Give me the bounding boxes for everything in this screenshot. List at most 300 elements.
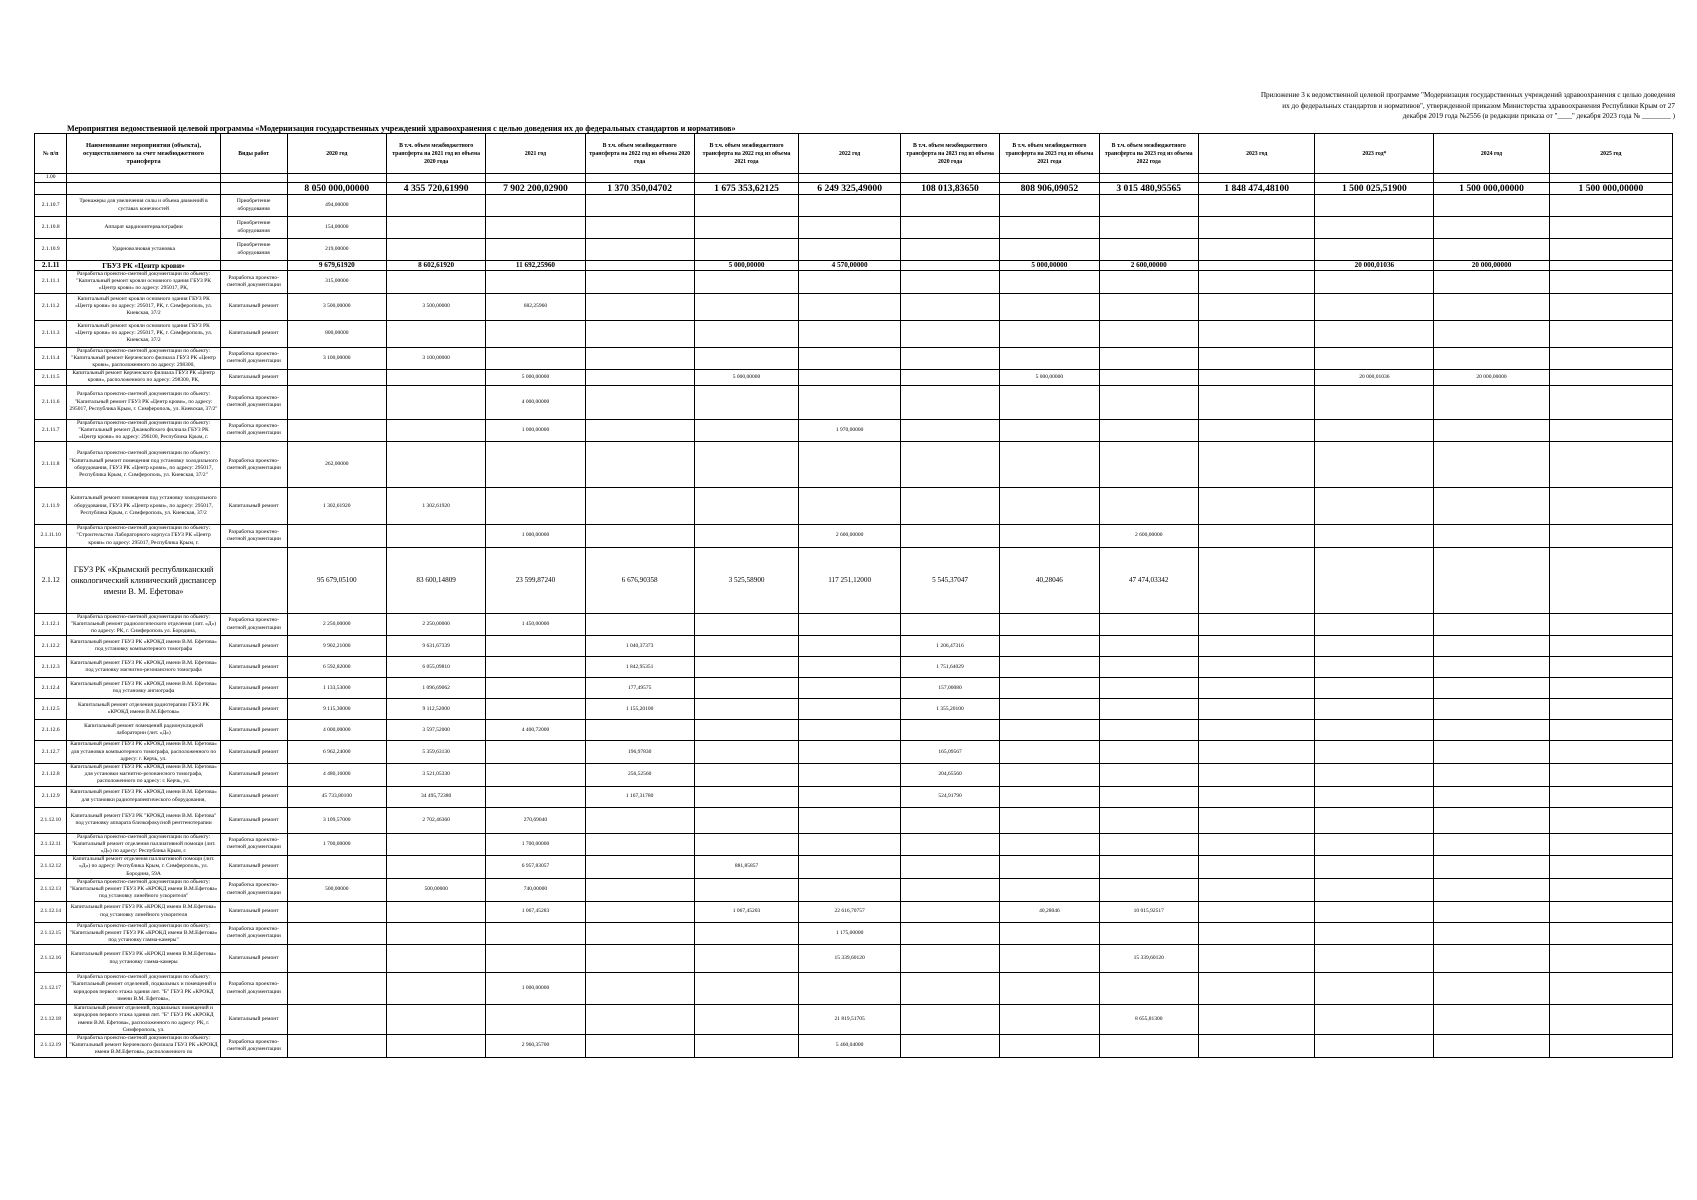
work-type-cell	[220, 261, 287, 271]
amount-cell: 1 067,45203	[694, 901, 799, 922]
work-type-cell: Приобретение оборудования	[220, 195, 287, 217]
amount-cell: 256,52560	[585, 764, 694, 787]
amount-cell: 1 155,20100	[585, 699, 694, 720]
amount-cell	[694, 945, 799, 973]
amount-cell	[1198, 657, 1315, 678]
table-row	[35, 922, 1673, 945]
amount-cell	[900, 720, 999, 741]
work-type-cell: Разработка проектно-сметной документации	[220, 613, 287, 636]
amount-cell	[900, 922, 999, 945]
amount-cell: 1 302,61920	[386, 488, 485, 525]
amount-cell	[1315, 174, 1434, 183]
amount-cell	[1315, 1034, 1434, 1057]
amount-cell	[1198, 678, 1315, 699]
amount-cell: 3 597,52000	[386, 720, 485, 741]
amount-cell: 1 751,64029	[900, 657, 999, 678]
amount-cell	[1198, 786, 1315, 807]
amount-cell	[1549, 261, 1672, 271]
row-number-cell: 2.1.12.11	[35, 833, 67, 856]
work-type-cell: Разработка проектно-сметной документации	[220, 419, 287, 442]
amount-cell	[799, 370, 900, 385]
table-row	[35, 1005, 1673, 1035]
row-number-cell: 2.1.12.10	[35, 807, 67, 833]
amount-cell	[694, 1034, 799, 1057]
amount-cell	[1549, 347, 1672, 370]
amount-cell	[1198, 922, 1315, 945]
table-row	[35, 699, 1673, 720]
amount-cell	[799, 741, 900, 764]
amount-cell	[585, 293, 694, 320]
amount-cell: 1 370 350,04702	[585, 183, 694, 195]
row-number-cell: 2.1.11	[35, 261, 67, 271]
amount-cell	[486, 320, 585, 347]
amount-cell	[1315, 807, 1434, 833]
amount-cell	[585, 878, 694, 901]
amount-cell	[900, 370, 999, 385]
amount-cell: 6 055,09810	[386, 657, 485, 678]
amount-cell: 524,91790	[900, 786, 999, 807]
amount-cell: 270,69040	[486, 807, 585, 833]
amount-cell	[1000, 271, 1099, 294]
amount-cell	[694, 442, 799, 488]
amount-cell	[1099, 678, 1198, 699]
item-name-cell	[67, 183, 220, 195]
amount-cell	[486, 488, 585, 525]
amount-cell	[1315, 922, 1434, 945]
amount-cell	[900, 945, 999, 973]
amount-cell: 5 545,37047	[900, 547, 999, 613]
table-row	[35, 442, 1673, 488]
item-name-cell: Разработка проектно-сметной документации по объекту: "Строительство Лабораторного корпуса ГБУЗ РК «Центр крови» по адресу: 295017, Республика Крым, г.	[67, 525, 220, 548]
amount-cell	[1434, 1034, 1550, 1057]
amount-cell	[694, 786, 799, 807]
amount-cell	[1198, 385, 1315, 419]
amount-cell	[1315, 525, 1434, 548]
amount-cell	[386, 856, 485, 879]
item-name-cell: Разработка проектно-сметной документации по объекту: "Капитальный ремонт радиологического отделения (лит. «Д») по адресу: РК, г. Симферополь ул. Бородина,	[67, 613, 220, 636]
table-row	[35, 878, 1673, 901]
amount-cell	[1434, 678, 1550, 699]
amount-cell	[287, 922, 386, 945]
item-name-cell: Аппарат кардиоинтервалографии	[67, 217, 220, 239]
amount-cell: 177,49575	[585, 678, 694, 699]
amount-cell	[900, 878, 999, 901]
amount-cell	[386, 419, 485, 442]
amount-cell	[1099, 699, 1198, 720]
item-name-cell: ГБУЗ РК «Центр крови»	[67, 261, 220, 271]
item-name-cell: Капитальный ремонт отделения радиотерапии ГБУЗ РК «КРОКД имени В.М.Ефетова»	[67, 699, 220, 720]
amount-cell: 10 015,92517	[1099, 901, 1198, 922]
item-name-cell: Разработка проектно-сметной документации по объекту: "Капитальный ремонт Керченского филиала ГБУЗ РК «КРОКД имени В.М.Ефетова», расположенного по	[67, 1034, 220, 1057]
amount-cell	[1198, 370, 1315, 385]
amount-cell	[1099, 419, 1198, 442]
amount-cell	[1549, 174, 1672, 183]
item-name-cell: Капитальный ремонт ГБУЗ РК «КРОКД имени В.М. Ефетова» для установки радиотерапевтического оборудования,	[67, 786, 220, 807]
table-row	[35, 525, 1673, 548]
amount-cell	[900, 385, 999, 419]
amount-cell	[900, 807, 999, 833]
amount-cell: 4 570,00000	[799, 261, 900, 271]
amount-cell	[1434, 195, 1550, 217]
work-type-cell: Капитальный ремонт	[220, 320, 287, 347]
amount-cell	[386, 945, 485, 973]
amount-cell: 23 599,87240	[486, 547, 585, 613]
amount-cell	[585, 320, 694, 347]
amount-cell	[799, 174, 900, 183]
row-number-cell: 2.1.12.15	[35, 922, 67, 945]
amount-cell: 3 525,58900	[694, 547, 799, 613]
amount-cell	[1315, 657, 1434, 678]
amount-cell	[1000, 385, 1099, 419]
amount-cell	[900, 174, 999, 183]
amount-cell: 740,00000	[486, 878, 585, 901]
amount-cell	[585, 347, 694, 370]
row-number-cell: 2.1.12.13	[35, 878, 67, 901]
amount-cell: 1 302,61920	[287, 488, 386, 525]
col-header-name: Наименование мероприятия (объекта), осуществляемого за счет межбюджетного трансферта	[67, 134, 220, 174]
amount-cell: 1 848 474,48100	[1198, 183, 1315, 195]
amount-cell	[287, 385, 386, 419]
amount-cell	[1198, 856, 1315, 879]
table-row	[35, 1034, 1673, 1057]
amount-cell	[486, 922, 585, 945]
amount-cell	[1434, 217, 1550, 239]
work-type-cell: Капитальный ремонт	[220, 807, 287, 833]
amount-cell: 157,00080	[900, 678, 999, 699]
amount-cell: 1 700,00000	[287, 833, 386, 856]
item-name-cell: Капитальный ремонт ГБУЗ РК «КРОКД имени В.М. Ефетова» для установки магнитно-резонансного томографа, расположенного по адресу: г. Керчь, ул.	[67, 764, 220, 787]
amount-cell: 7 902 200,02900	[486, 183, 585, 195]
amount-cell	[900, 833, 999, 856]
amount-cell	[694, 217, 799, 239]
row-number-cell: 2.1.12.2	[35, 636, 67, 657]
amount-cell	[386, 385, 485, 419]
amount-cell: 1 067,45283	[486, 901, 585, 922]
amount-cell	[900, 525, 999, 548]
amount-cell	[287, 174, 386, 183]
amount-cell	[1198, 261, 1315, 271]
amount-cell	[1099, 720, 1198, 741]
amount-cell: 5 000,00000	[1000, 261, 1099, 271]
row-number-cell	[35, 183, 67, 195]
row-number-cell: 2.1.11.5	[35, 370, 67, 385]
item-name-cell: Разработка проектно-сметной документации по объекту: "Капитальный ремонт помещения под установку холодильного оборудования, ГБУЗ РК «Центр крови», по адресу: 295017, Республика Крым, г. Симферополь, ул. Киевская, 37/2"	[67, 442, 220, 488]
amount-cell	[585, 442, 694, 488]
table-row	[35, 195, 1673, 217]
amount-cell	[386, 442, 485, 488]
work-type-cell: Разработка проектно-сметной документации	[220, 385, 287, 419]
amount-cell: 47 474,03342	[1099, 547, 1198, 613]
amount-cell	[900, 973, 999, 1005]
amount-cell	[585, 922, 694, 945]
work-type-cell: Капитальный ремонт	[220, 488, 287, 525]
amount-cell	[900, 320, 999, 347]
row-number-cell: 2.1.10.7	[35, 195, 67, 217]
amount-cell	[694, 195, 799, 217]
amount-cell: 20 000,00000	[1434, 370, 1550, 385]
row-number-cell: 2.1.12.7	[35, 741, 67, 764]
amount-cell	[287, 370, 386, 385]
table-row	[35, 741, 1673, 764]
table-row	[35, 293, 1673, 320]
amount-cell	[1549, 786, 1672, 807]
work-type-cell: Капитальный ремонт	[220, 901, 287, 922]
amount-cell	[287, 973, 386, 1005]
item-name-cell: Разработка проектно-сметной документации по объекту: "Капитальный ремонт ГБУЗ РК «КРОКД имени В.М.Ефетова» под установку гамма-камеры"	[67, 922, 220, 945]
amount-cell	[1549, 320, 1672, 347]
amount-cell	[386, 217, 485, 239]
amount-cell	[585, 217, 694, 239]
amount-cell	[799, 973, 900, 1005]
amount-cell	[386, 833, 485, 856]
col-header-2023-from-2020: В т.ч. объем межбюджетного трансферта на 2023 год из объема 2020 года	[900, 134, 999, 174]
amount-cell	[1000, 833, 1099, 856]
amount-cell	[1198, 699, 1315, 720]
amount-cell: 1 000,00000	[486, 525, 585, 548]
amount-cell	[1000, 293, 1099, 320]
amount-cell	[1099, 636, 1198, 657]
amount-cell	[799, 217, 900, 239]
amount-cell	[386, 525, 485, 548]
amount-cell	[1315, 613, 1434, 636]
amount-cell	[1434, 1005, 1550, 1035]
amount-cell	[1315, 945, 1434, 973]
work-type-cell: Капитальный ремонт	[220, 856, 287, 879]
item-name-cell: Капитальный ремонт кровли основного здания ГБУЗ РК «Центр крови» по адресу: 295017, РК, г. Симферополь, ул. Киевская, 37/2	[67, 320, 220, 347]
amount-cell: 5 000,00000	[694, 261, 799, 271]
amount-cell	[1099, 239, 1198, 261]
amount-cell	[585, 901, 694, 922]
amount-cell	[486, 195, 585, 217]
amount-cell	[1198, 320, 1315, 347]
amount-cell	[1198, 174, 1315, 183]
amount-cell	[1198, 442, 1315, 488]
amount-cell	[1099, 613, 1198, 636]
amount-cell	[694, 613, 799, 636]
amount-cell: 682,25960	[486, 293, 585, 320]
program-table	[34, 133, 1673, 1058]
amount-cell: 5 000,00000	[1000, 370, 1099, 385]
item-name-cell: Капитальный ремонт ГБУЗ РК «КРОКД имени В.М. Ефетова» под установку компьютерного томографа	[67, 636, 220, 657]
amount-cell	[1198, 741, 1315, 764]
amount-cell: 1 500 025,51900	[1315, 183, 1434, 195]
amount-cell: 2 600,00000	[1099, 525, 1198, 548]
amount-cell: 154,00000	[287, 217, 386, 239]
amount-cell: 15 339,60120	[799, 945, 900, 973]
amount-cell	[1099, 174, 1198, 183]
item-name-cell: Капитальный ремонт отделения паллиативной помощи (лит. «Д») по адресу: Республика Крым, г. Симферополь, ул. Бородина, 59А	[67, 856, 220, 879]
amount-cell	[1315, 239, 1434, 261]
amount-cell	[585, 807, 694, 833]
amount-cell	[799, 271, 900, 294]
amount-cell	[1315, 547, 1434, 613]
amount-cell	[1315, 856, 1434, 879]
amount-cell	[1198, 347, 1315, 370]
work-type-cell: Разработка проектно-сметной документации	[220, 347, 287, 370]
amount-cell	[1000, 720, 1099, 741]
amount-cell	[1099, 1034, 1198, 1057]
row-number-cell: 2.1.12.18	[35, 1005, 67, 1035]
work-type-cell	[220, 547, 287, 613]
amount-cell: 1 000,00000	[486, 973, 585, 1005]
amount-cell: 204,65560	[900, 764, 999, 787]
amount-cell	[585, 973, 694, 1005]
amount-cell	[1000, 973, 1099, 1005]
amount-cell: 2 600,00000	[799, 525, 900, 548]
amount-cell: 2 250,00000	[287, 613, 386, 636]
amount-cell	[386, 1034, 485, 1057]
appendix-line: декабря 2019 года №2556 (в редакции приказа от "____" декабря 2023 года № ________ )	[1402, 112, 1675, 120]
row-number-cell: 2.1.12.8	[35, 764, 67, 787]
row-number-cell: 2.1.12.3	[35, 657, 67, 678]
amount-cell	[900, 271, 999, 294]
amount-cell: 1 206,47316	[900, 636, 999, 657]
amount-cell	[1198, 419, 1315, 442]
amount-cell	[1099, 856, 1198, 879]
amount-cell	[694, 833, 799, 856]
amount-cell: 4 355 720,61990	[386, 183, 485, 195]
item-name-cell	[67, 174, 220, 183]
table-row	[35, 419, 1673, 442]
amount-cell	[694, 347, 799, 370]
work-type-cell: Капитальный ремонт	[220, 293, 287, 320]
amount-cell	[694, 699, 799, 720]
amount-cell	[900, 488, 999, 525]
amount-cell	[900, 1005, 999, 1035]
amount-cell	[486, 347, 585, 370]
amount-cell	[1434, 419, 1550, 442]
item-name-cell: Разработка проектно-сметной документации по объекту: "Капитальный ремонт кровли основного здания ГБУЗ РК «Центр крови» по адресу: 295017, РК,	[67, 271, 220, 294]
table-row	[35, 833, 1673, 856]
item-name-cell: Капитальный ремонт ГБУЗ РК "КРОКД имени В.М. Ефетова" под установку аппарата близкофокусной рентгенотерапии	[67, 807, 220, 833]
amount-cell	[386, 320, 485, 347]
amount-cell	[287, 901, 386, 922]
amount-cell	[1198, 636, 1315, 657]
amount-cell	[386, 973, 485, 1005]
col-header-num: № п/п	[35, 134, 67, 174]
amount-cell	[287, 1005, 386, 1035]
amount-cell	[1198, 878, 1315, 901]
row-number-cell: 2.1.12.16	[35, 945, 67, 973]
row-number-cell: 2.1.12.4	[35, 678, 67, 699]
amount-cell: 3 521,05330	[386, 764, 485, 787]
work-type-cell: Разработка проектно-сметной документации	[220, 973, 287, 1005]
amount-cell	[799, 293, 900, 320]
amount-cell: 5 000,00000	[486, 370, 585, 385]
item-name-cell: Разработка проектно-сметной документации по объекту: "Капитальный ремонт отделения паллиативной помощи (лит. «Д») по адресу: Республика Крым, г.	[67, 833, 220, 856]
item-name-cell: Капитальный ремонт отделений, подвальных помещений и коридоров первого этажа здания лит. "Б" ГБУЗ РК «КРОКД имени В.М. Ефетова», расположенного по адресу: РК, г. Симферополь, ул.	[67, 1005, 220, 1035]
amount-cell: 1 700,00000	[486, 833, 585, 856]
amount-cell	[799, 807, 900, 833]
amount-cell	[1549, 239, 1672, 261]
amount-cell	[799, 385, 900, 419]
amount-cell	[1099, 741, 1198, 764]
amount-cell	[1549, 1005, 1672, 1035]
amount-cell	[585, 385, 694, 419]
amount-cell	[1434, 901, 1550, 922]
amount-cell: 20 000,01036	[1315, 370, 1434, 385]
work-type-cell: Капитальный ремонт	[220, 636, 287, 657]
amount-cell	[1198, 833, 1315, 856]
col-header-2023-star: 2023 год*	[1315, 134, 1434, 174]
amount-cell	[1315, 833, 1434, 856]
row-number-cell: 2.1.10.8	[35, 217, 67, 239]
amount-cell	[1099, 217, 1198, 239]
amount-cell	[1315, 419, 1434, 442]
amount-cell	[694, 741, 799, 764]
amount-cell	[1099, 657, 1198, 678]
document-title: Мероприятия ведомственной целевой программы «Модернизация государственных учреждений здравоохранения с целью доведения их до федеральных стандартов и нормативов»	[67, 124, 736, 133]
amount-cell	[1549, 699, 1672, 720]
amount-cell: 20 000,01036	[1315, 261, 1434, 271]
amount-cell	[1198, 271, 1315, 294]
amount-cell	[1000, 807, 1099, 833]
amount-cell	[1434, 613, 1550, 636]
amount-cell	[1000, 922, 1099, 945]
amount-cell: 9 112,52000	[386, 699, 485, 720]
amount-cell	[1434, 699, 1550, 720]
amount-cell	[585, 195, 694, 217]
amount-cell	[1198, 488, 1315, 525]
amount-cell	[1549, 901, 1672, 922]
amount-cell: 4 000,00000	[486, 385, 585, 419]
amount-cell	[1099, 347, 1198, 370]
amount-cell	[1315, 385, 1434, 419]
amount-cell	[1099, 786, 1198, 807]
amount-cell	[1315, 720, 1434, 741]
amount-cell: 9 679,61920	[287, 261, 386, 271]
amount-cell	[1549, 293, 1672, 320]
amount-cell	[694, 488, 799, 525]
amount-cell: 6 592,82000	[287, 657, 386, 678]
amount-cell: 1 040,37373	[585, 636, 694, 657]
amount-cell: 219,00000	[287, 239, 386, 261]
amount-cell	[1198, 720, 1315, 741]
work-type-cell: Капитальный ремонт	[220, 678, 287, 699]
amount-cell	[1198, 613, 1315, 636]
row-number-cell: 2.1.11.8	[35, 442, 67, 488]
amount-cell	[1315, 293, 1434, 320]
amount-cell	[900, 1034, 999, 1057]
amount-cell	[1434, 174, 1550, 183]
amount-cell: 3 109,57000	[287, 807, 386, 833]
amount-cell	[1099, 807, 1198, 833]
amount-cell: 1 500 000,00000	[1434, 183, 1550, 195]
amount-cell	[486, 741, 585, 764]
amount-cell	[1549, 370, 1672, 385]
amount-cell	[1198, 239, 1315, 261]
amount-cell: 881,85857	[694, 856, 799, 879]
row-number-cell: 2.1.12.6	[35, 720, 67, 741]
amount-cell	[1434, 347, 1550, 370]
amount-cell	[486, 764, 585, 787]
amount-cell	[386, 922, 485, 945]
item-name-cell: Капитальный ремонт ГБУЗ РК «КРОКД имени В.М.Ефетова» под установку гамма-камеры	[67, 945, 220, 973]
amount-cell	[1434, 807, 1550, 833]
amount-cell	[694, 239, 799, 261]
amount-cell	[1434, 720, 1550, 741]
table-row	[35, 239, 1673, 261]
amount-cell	[799, 320, 900, 347]
amount-cell	[900, 419, 999, 442]
work-type-cell: Капитальный ремонт	[220, 1005, 287, 1035]
amount-cell	[1315, 878, 1434, 901]
amount-cell: 6 676,90358	[585, 547, 694, 613]
item-name-cell: Капитальный ремонт ГБУЗ РК «КРОКД имени В.М. Ефетова» под установку магнитно-резонансного томографа	[67, 657, 220, 678]
amount-cell: 800,00000	[287, 320, 386, 347]
item-name-cell: Ударноволновая установка	[67, 239, 220, 261]
row-number-cell: 2.1.10.9	[35, 239, 67, 261]
